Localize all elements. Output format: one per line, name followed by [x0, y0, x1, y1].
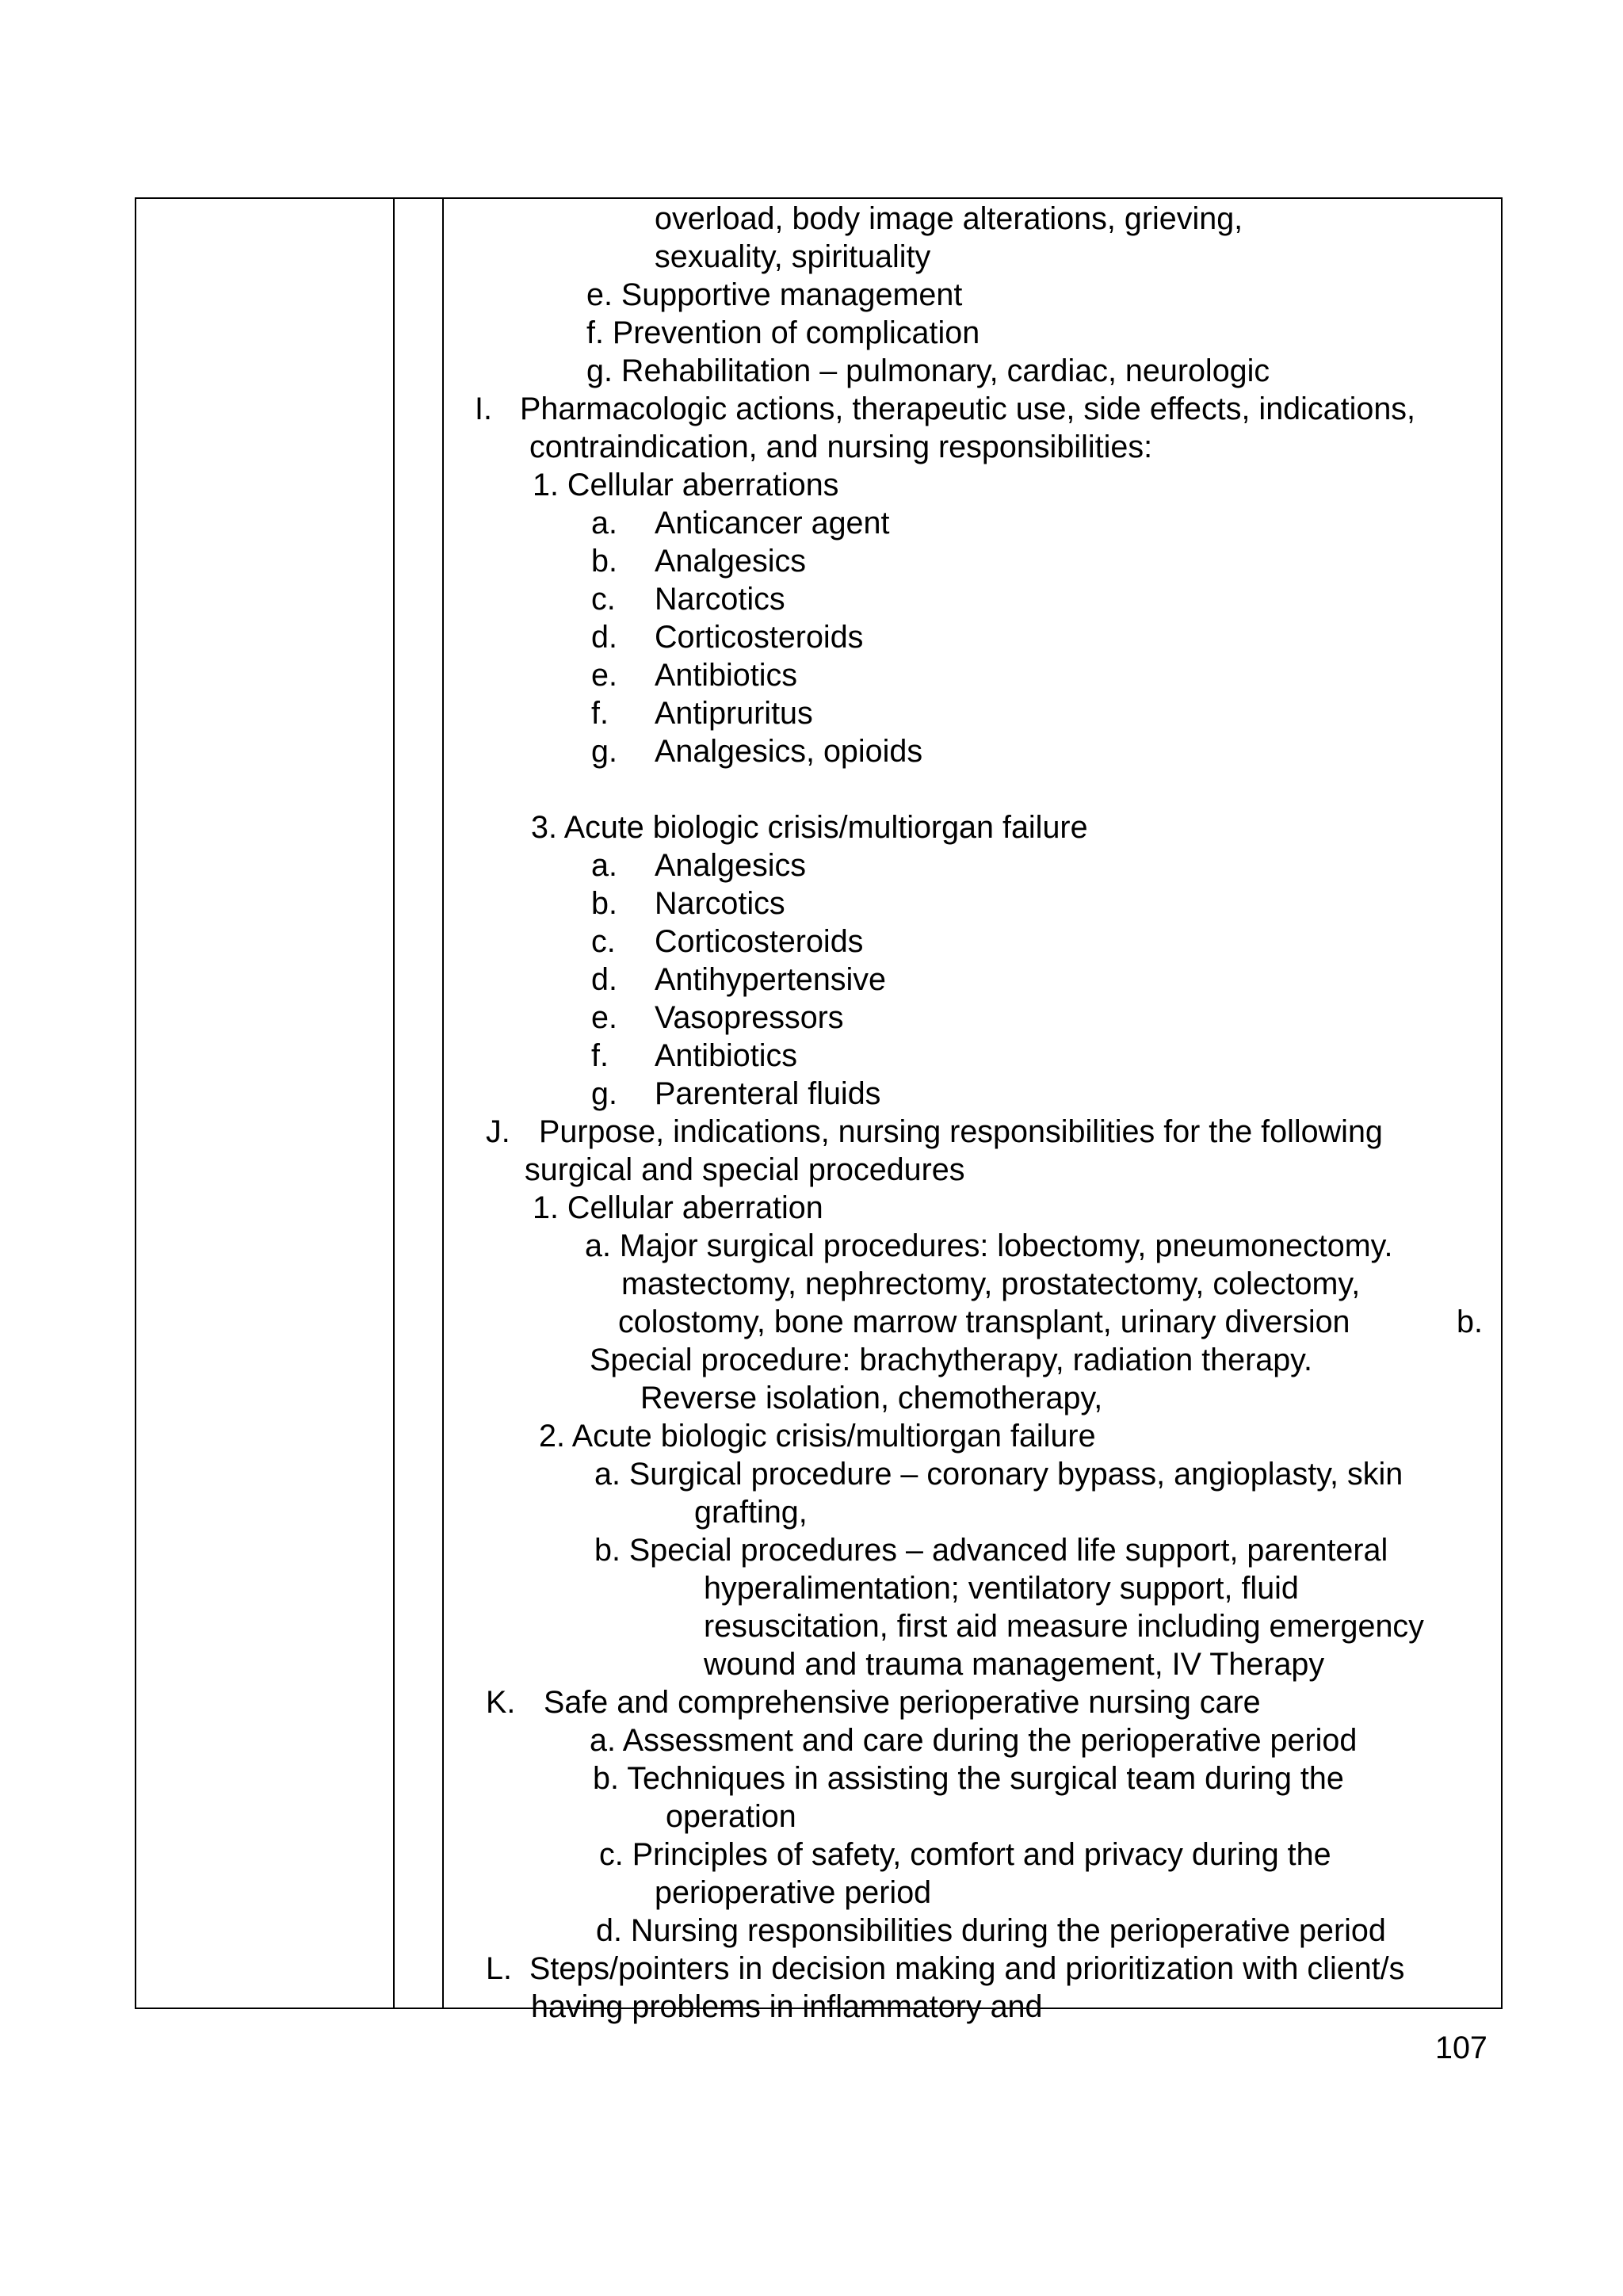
- outline-line: g. Rehabilitation – pulmonary, cardiac, neurologic: [586, 353, 1270, 388]
- list-marker: L.: [486, 1951, 512, 1986]
- outline-line: Special procedure: brachytherapy, radiation therapy.: [590, 1343, 1312, 1377]
- outline-line: b. Techniques in assisting the surgical team during the: [593, 1761, 1344, 1796]
- outline-line: Antihypertensive: [655, 962, 887, 997]
- outline-line: Antipruritus: [655, 696, 813, 731]
- outline-line: hyperalimentation; ventilatory support, fluid: [704, 1571, 1299, 1606]
- outline-line: Antibiotics: [655, 658, 798, 693]
- outline-line: Narcotics: [655, 886, 785, 921]
- outline-line: Parenteral fluids: [655, 1076, 881, 1111]
- outline-line: colostomy, bone marrow transplant, urinary diversion: [618, 1305, 1350, 1339]
- list-marker: f.: [591, 1038, 609, 1073]
- outline-line: Reverse isolation, chemotherapy,: [640, 1381, 1103, 1415]
- outline-line: grafting,: [694, 1495, 808, 1530]
- list-marker: b.: [591, 544, 617, 579]
- list-marker: a.: [591, 848, 617, 883]
- outline-line: 3. Acute biologic crisis/multiorgan failure: [531, 810, 1088, 845]
- outline-line: Corticosteroids: [655, 924, 864, 959]
- outline-line: d. Nursing responsibilities during the perioperative period: [596, 1913, 1386, 1948]
- outline-line: a. Assessment and care during the perioperative period: [590, 1723, 1358, 1758]
- outline-line: Analgesics: [655, 848, 807, 883]
- list-marker: J.: [486, 1114, 510, 1149]
- outline-line: Analgesics: [655, 544, 807, 579]
- outline-line: sexuality, spirituality: [655, 239, 931, 274]
- list-marker: K.: [486, 1685, 516, 1720]
- outline-line: 1. Cellular aberration: [533, 1190, 823, 1225]
- outline-line: a. Surgical procedure – coronary bypass, angioplasty, skin: [594, 1457, 1403, 1492]
- outline-line: overload, body image alterations, grieving,: [655, 201, 1243, 236]
- outline-line: surgical and special procedures: [525, 1152, 965, 1187]
- outline-line: contraindication, and nursing responsibilities:: [529, 430, 1153, 464]
- outline-line: 2. Acute biologic crisis/multiorgan failure: [539, 1419, 1096, 1454]
- outline-line: a. Major surgical procedures: lobectomy, pneumonectomy.: [585, 1228, 1393, 1263]
- outline-line: operation: [666, 1799, 796, 1834]
- list-marker: c.: [591, 924, 616, 959]
- outline-line: Narcotics: [655, 582, 785, 617]
- outline-line: Vasopressors: [655, 1000, 844, 1035]
- list-marker: f.: [591, 696, 609, 731]
- outline-line: 1. Cellular aberrations: [533, 468, 839, 502]
- outline-line: Purpose, indications, nursing responsibilities for the following: [539, 1114, 1383, 1149]
- column-divider-1: [393, 199, 395, 2008]
- outline-line: resuscitation, first aid measure including emergency: [704, 1609, 1424, 1644]
- page-number: 107: [1435, 2030, 1487, 2065]
- outline-line: Steps/pointers in decision making and prioritization with client/s: [529, 1951, 1405, 1986]
- outline-line: b. Special procedures – advanced life support, parenteral: [594, 1533, 1388, 1568]
- outline-line: Analgesics, opioids: [655, 734, 923, 769]
- list-marker: d.: [591, 962, 617, 997]
- outline-line: Pharmacologic actions, therapeutic use, side effects, indications,: [520, 392, 1416, 426]
- list-marker: e.: [591, 1000, 617, 1035]
- list-marker: a.: [591, 506, 617, 541]
- outline-line: having problems in inflammatory and: [531, 1989, 1043, 2024]
- list-marker: g.: [591, 1076, 617, 1111]
- outline-line: c. Principles of safety, comfort and privacy during the: [599, 1837, 1331, 1872]
- outline-line: wound and trauma management, IV Therapy: [704, 1647, 1325, 1682]
- column-divider-2: [442, 199, 444, 2008]
- outline-line: Corticosteroids: [655, 620, 864, 655]
- outline-line: e. Supportive management: [586, 277, 963, 312]
- outline-line: Anticancer agent: [655, 506, 890, 541]
- outline-line: mastectomy, nephrectomy, prostatectomy, colectomy,: [621, 1266, 1361, 1301]
- outline-line: Safe and comprehensive perioperative nursing care: [544, 1685, 1261, 1720]
- list-marker: e.: [591, 658, 617, 693]
- list-marker: d.: [591, 620, 617, 655]
- outline-line: Antibiotics: [655, 1038, 798, 1073]
- list-marker: g.: [591, 734, 617, 769]
- outline-line: perioperative period: [655, 1875, 932, 1910]
- outline-line: f. Prevention of complication: [586, 315, 980, 350]
- list-marker: c.: [591, 582, 616, 617]
- list-marker: I.: [475, 392, 492, 426]
- list-marker: b.: [591, 886, 617, 921]
- list-marker: b.: [1457, 1305, 1483, 1339]
